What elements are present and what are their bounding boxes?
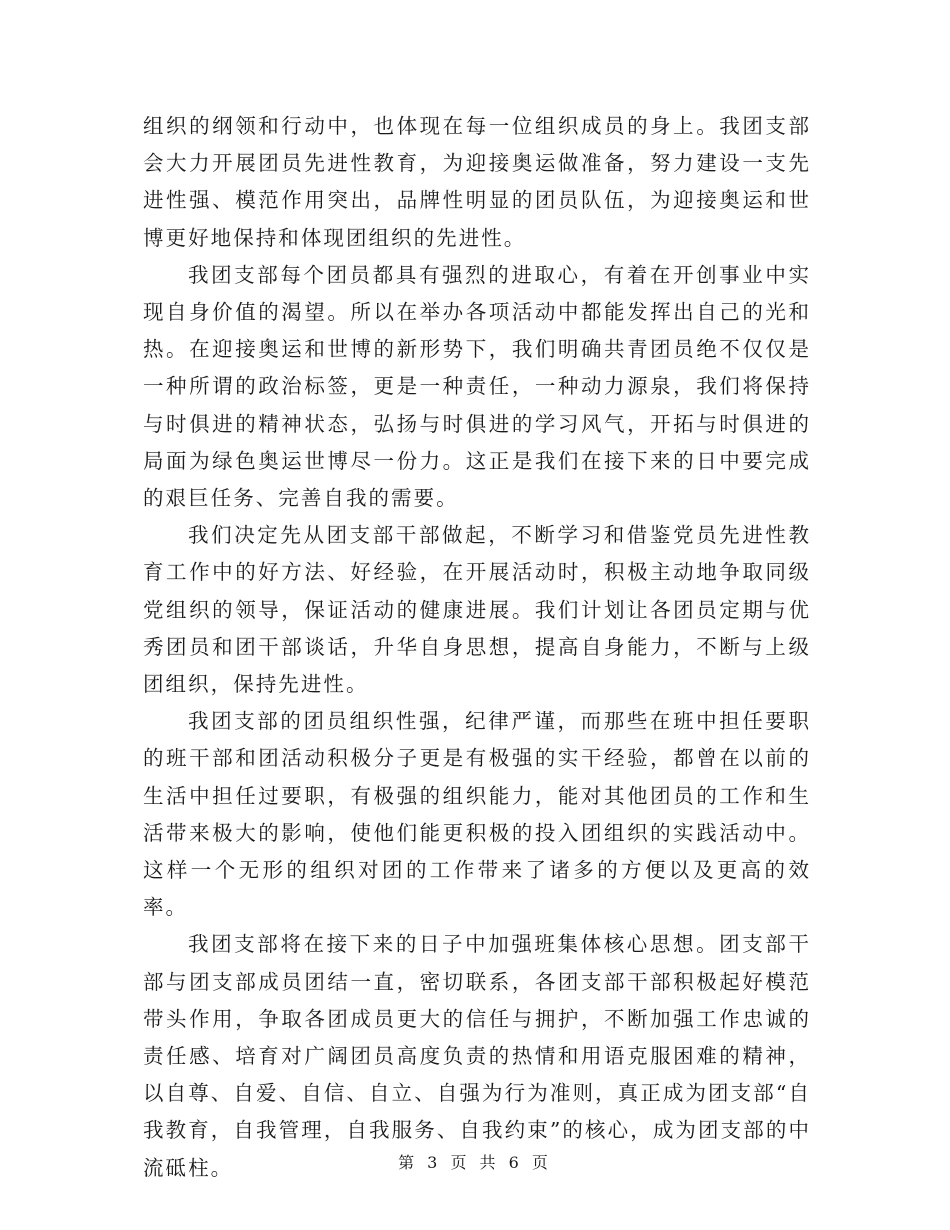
paragraph: 我团支部每个团员都具有强烈的进取心，有着在开创事业中实现自身价值的渴望。所以在举办各项活动中都能发挥出自己的光和热。在迎接奥运和世博的新形势下，我们明确共青团员绝不仅仅是一种所谓的政治标签，更是一种责任，一种动力源泉，我们将保持与时俱进的精神状态，弘扬与时俱进的学习风气，开拓与时俱进的局面为绿色奥运世博尽一份力。这正是我们在接下来的日中要完成的艰巨任务、完善自我的需要。 <box>143 262 811 511</box>
paragraph: 我团支部的团员组织性强，纪律严谨，而那些在班中担任要职的班干部和团活动积极分子更是有极强的实干经验，都曾在以前的生活中担任过要职，有极强的组织能力，能对其他团员的工作和生活带来极大的影响，使他们能更积极的投入团组织的实践活动中。这样一个无形的组织对团的工作带来了诸多的方便以及更高的效率。 <box>143 709 811 920</box>
paragraph-continued: 组织的纲领和行动中，也体现在每一位组织成员的身上。我团支部会大力开展团员先进性教育，为迎接奥运做准备，努力建设一支先进性强、模范作用突出，品牌性明显的团员队伍，为迎接奥运和世博更好地保持和体现团组织的先进性。 <box>143 114 811 250</box>
paragraph: 我们决定先从团支部干部做起，不断学习和借鉴党员先进性教育工作中的好方法、好经验，在开展活动时，积极主动地争取同级党组织的领导，保证活动的健康进展。我们计划让各团员定期与优秀团员和团干部谈话，升华自身思想，提高自身能力，不断与上级团组织，保持先进性。 <box>143 523 811 697</box>
page-number-footer: 第 3 页 共 6 页 <box>398 1153 552 1172</box>
document-body <box>143 108 811 1187</box>
paragraph: 我团支部将在接下来的日子中加强班集体核心思想。团支部干部与团支部成员团结一直，密切联系，各团支部干部积极起好模范带头作用，争取各团成员更大的信任与拥护，不断加强工作忠诚的责任感、培育对广阔团员高度负责的热情和用语克服困难的精神，以自尊、自爱、自信、自立、自强为行为准则，真正成为团支部“自我教育，自我管理，自我服务、自我约束”的核心，成为团支部的中流砥柱。 <box>143 932 811 1180</box>
